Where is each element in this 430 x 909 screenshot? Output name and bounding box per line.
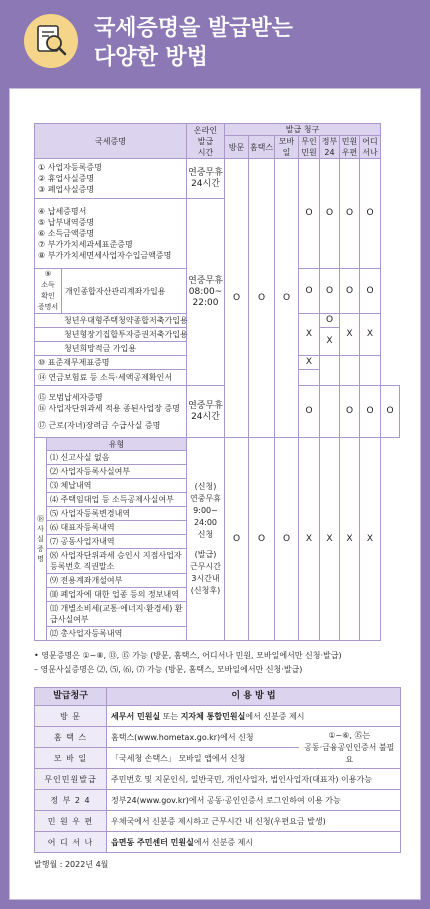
document-magnifier-icon <box>24 14 78 68</box>
notes: • 영문증명은 ①~⑧, ⑬, ⑮ 가능 (방문, 홈택스, 어디서나 민원, 모바일에서만 신청·발급) – 영문사실증명은 ⑵, ⑸, ⑹, ⑺ 가능 (방문, 홈택스, 모바일에서만 신청·발급) <box>34 651 342 674</box>
cert-group-1: ① 사업자등록증명 ② 휴업사실증명 ③ 폐업사실증명 <box>35 159 187 199</box>
content-card <box>9 88 421 900</box>
request-methods-table: 발급청구 이 용 방 법 방 문 세무서 민원실 또는 지자체 통합민원실에서 신분증 제시 홈 택 스 홈택스(www.hometax.go.kr)에서 신청 ①~⑥, ⑮는 공동·금융공인인증서 불필요 모 바 일 「국세청 손택스」 모바일 앱에서 신청 무인민원발급 주민번호 및 지문인식, 일반국민, 개인사업자, 법인사업자(대표자) 이용가능 정 부 2 4 정부24(www.gov.kr)에서 공동·공인인증서 로그인하여 이용 가능 민 원 우 편 우체국에서 신분증 제시하고 근무시간 내 신청(우편요금 발생) 어 디 서 나 읍면동 주민센터 민원실에서 신분증 제시 <box>34 687 401 853</box>
certificate-table: 국세증명 온라인 발급 시간 발급 청구 방문 홈택스 모바일 무인 민원 정부 24 민원 우편 어디 서나 ① 사업자등록증명 ② 휴업사실증명 ③ 폐업사실증명 연중무휴 24시간 O O O O O O O ④ 납세증명서 ⑤ 납부내역증명 ⑥ 소득금액증명 ⑦ 부가가치세과세표준증명 ⑧ 부가가치세면세사업자수입금액증명 연중무휴 08:00~ 22:00 ⑨ 소득 확인 증명서 개인종합자산관리계좌가입용 O O O O 청년우대형주택청약종합저축가입용 X O X X 청년형장기집합투자증권저축가입용 X 청년희망적금 가입용 ⑩ 표준재무제표증명 X ⑭ 연금보험료 등 소득·세액공제확인서 ⑮ 모범납세자증명 ⑯ 사업자단위과세 적용 종된사업장 증명 ⑰ 근로(자녀)장려금 수급사실 증명 연중무휴 24시간 O O O O ⑱ 사실증명 유형 ⑴ 신고사실 없음 ⑵ 사업자등록사실여부 ⑶ 체납내역 ⑷ 주택임대업 등 소득공제사실여부 ⑸ 사업자등록변경내역 ⑹ 대표자등록내역 ⑺ 공동사업자내역 ⑻ 사업자단위과세 승인시 지점사업자등록번호 직권말소 ⑼ 전용계좌개설여부 ⑽ 폐업자에 대한 업종 등의 정보내역 ⑾ 개별소비세(교통·에너지·환경세) 환급사실여부 ⑿ 총사업자등록내역 (신청) 연중무휴 9:00~ 24:00 신청 (발급) 근무시간 3시간내 (신청후) O O O X X X X <box>34 123 400 641</box>
fact-certificate-types: ⑱ 사실증명 유형 ⑴ 신고사실 없음 ⑵ 사업자등록사실여부 ⑶ 체납내역 ⑷ 주택임대업 등 소득공제사실여부 ⑸ 사업자등록변경내역 ⑹ 대표자등록내역 ⑺ 공동사업자내역 ⑻ 사업자단위과세 승인시 지점사업자등록번호 직권말소 ⑼ 전용계좌개설여부 ⑽ 폐업자에 대한 업종 등의 정보내역 ⑾ 개별소비세(교통·에너지·환경세) 환급사실여부 ⑿ 총사업자등록내역 <box>35 438 186 640</box>
cert-group-3: ⑮ 모범납세자증명 ⑯ 사업자단위과세 적용 종된사업장 증명 ⑰ 근로(자녀)장려금 수급사실 증명 <box>35 386 187 438</box>
fact-cert-time: (신청) 연중무휴 9:00~ 24:00 신청 (발급) 근무시간 3시간내 (신청후) <box>187 438 225 641</box>
issue-date: 발행월 : 2022년 4월 <box>34 860 109 869</box>
header <box>0 0 430 86</box>
page-title: 국세증명을 발급받는 다양한 방법 <box>94 16 293 70</box>
cert-group-2: ④ 납세증명서 ⑤ 납부내역증명 ⑥ 소득금액증명 ⑦ 부가가치세과세표준증명 ⑧ 부가가치세면세사업자수입금액증명 <box>35 199 187 269</box>
